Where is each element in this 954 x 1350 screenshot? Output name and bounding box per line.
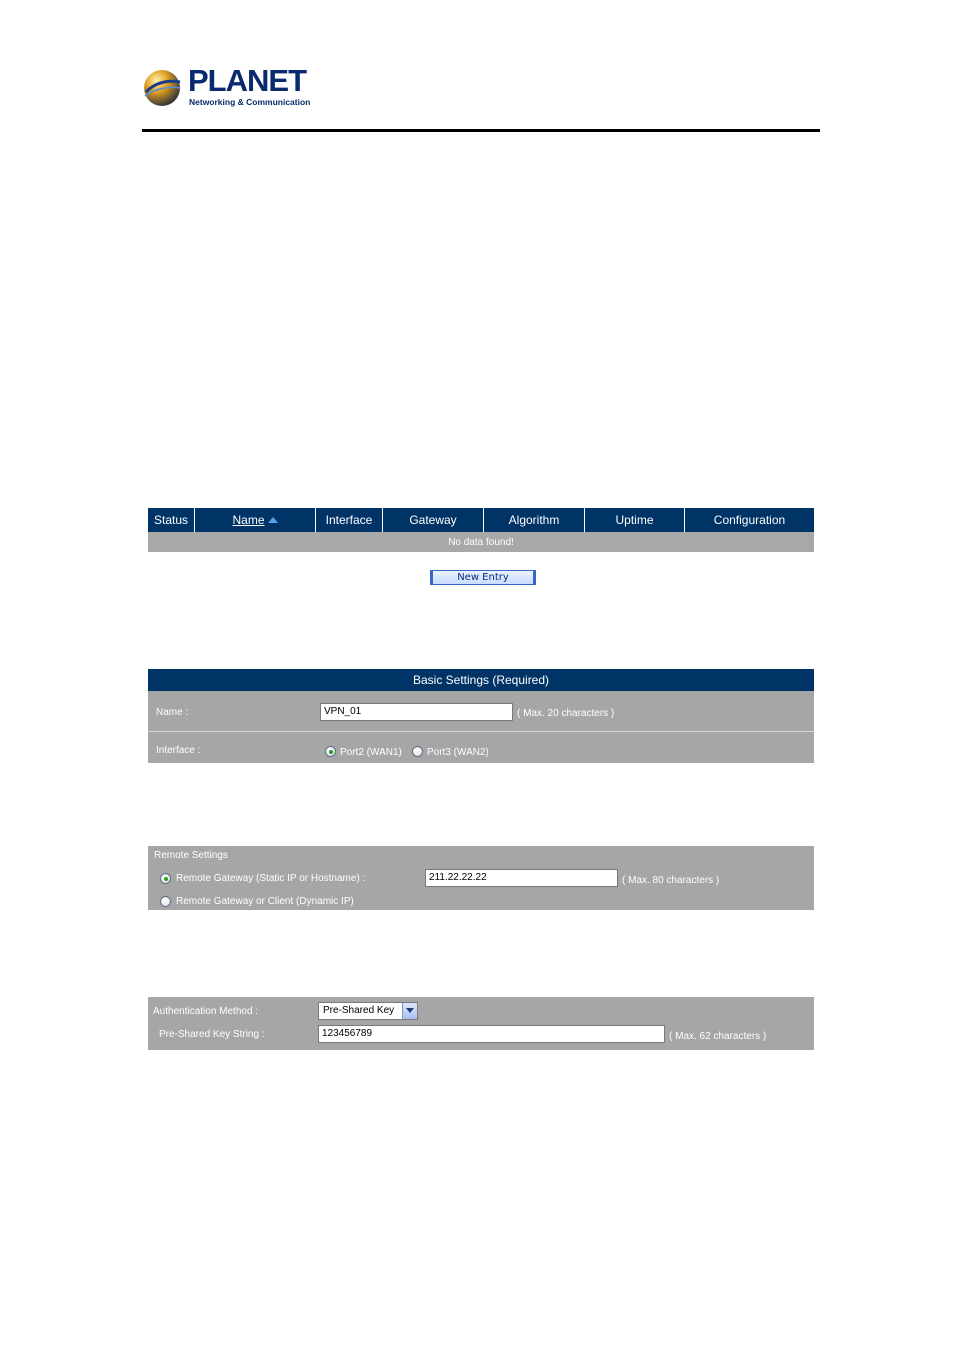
column-configuration: Configuration (713, 513, 786, 527)
remote-static-radio[interactable] (160, 873, 171, 884)
auth-method-label: Authentication Method : (153, 1006, 259, 1017)
table-header-row (148, 508, 814, 532)
planet-logo (142, 63, 312, 110)
auth-method-value: Pre-Shared Key (323, 1005, 395, 1016)
remote-dynamic-radio[interactable] (160, 896, 171, 907)
column-uptime: Uptime (585, 508, 685, 532)
sort-ascending-icon (268, 517, 278, 523)
row-divider (148, 731, 814, 732)
vpn-list-table (148, 508, 814, 552)
remote-gateway-max-hint: ( Max. 80 characters ) (622, 875, 720, 886)
psk-max-hint: ( Max. 62 characters ) (669, 1031, 767, 1042)
header-divider (142, 129, 820, 132)
column-interface: Interface (316, 508, 383, 532)
remote-settings-title: Remote Settings (154, 850, 228, 861)
brand-tagline: Networking & Communication (189, 97, 311, 107)
column-name[interactable] (195, 508, 316, 532)
chevron-down-icon[interactable] (402, 1003, 417, 1019)
globe-icon (142, 68, 182, 108)
interface-port3-radio[interactable] (412, 746, 423, 757)
remote-gateway-input[interactable]: 211.22.22.22 (425, 869, 618, 887)
column-gateway: Gateway (383, 508, 484, 532)
column-status: Status (148, 508, 195, 532)
empty-table-message: No data found! (148, 532, 814, 552)
interface-label: Interface : (156, 745, 201, 756)
psk-input[interactable]: 123456789 (318, 1025, 665, 1043)
name-input[interactable]: VPN_01 (320, 703, 513, 721)
remote-dynamic-label: Remote Gateway or Client (Dynamic IP) (176, 896, 354, 907)
psk-label: Pre-Shared Key String : (159, 1029, 265, 1040)
sort-by-name-link[interactable]: Name (232, 513, 265, 527)
remote-settings-panel (148, 846, 814, 910)
basic-settings-panel (148, 669, 814, 763)
authentication-panel (148, 997, 814, 1050)
remote-static-label: Remote Gateway (Static IP or Hostname) : (176, 873, 366, 884)
column-algorithm: Algorithm (484, 508, 585, 532)
name-max-hint: ( Max. 20 characters ) (517, 708, 615, 719)
interface-port2-radio[interactable] (325, 746, 336, 757)
name-label: Name : (156, 707, 189, 718)
interface-port2-label: Port2 (WAN1) (340, 747, 402, 758)
brand-name: PLANET (188, 63, 306, 98)
new-entry-button[interactable]: New Entry (430, 570, 536, 585)
basic-settings-title: Basic Settings (Required) (148, 669, 814, 691)
auth-method-select[interactable] (318, 1002, 418, 1020)
interface-port3-label: Port3 (WAN2) (427, 747, 489, 758)
